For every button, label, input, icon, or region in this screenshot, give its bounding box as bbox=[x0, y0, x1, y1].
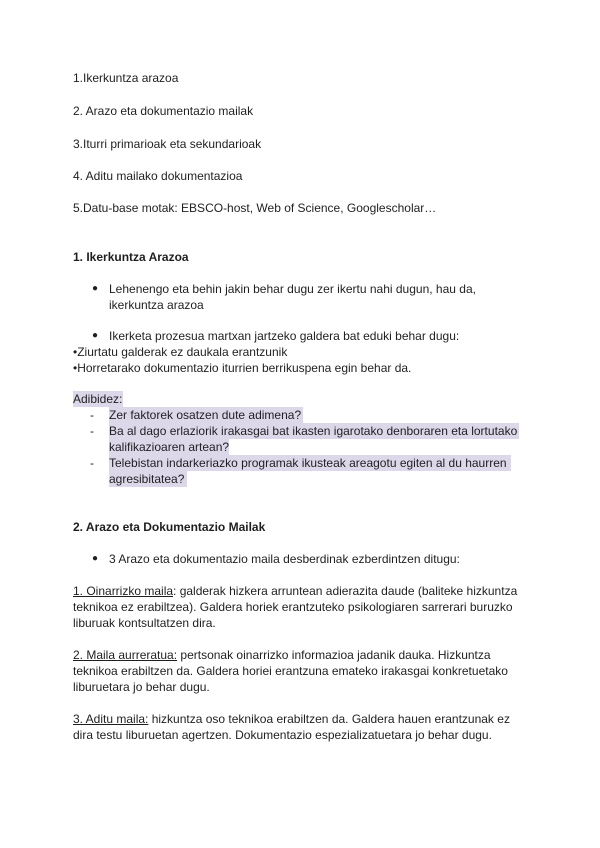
level2-line3: liburuetara jo behar dugu. bbox=[73, 680, 210, 694]
section2-heading: 2. Arazo eta Dokumentazio Mailak bbox=[73, 520, 266, 534]
section1-point1: •Ziurtatu galderak ez daukala erantzunik bbox=[73, 345, 288, 359]
section1-bullet1 bbox=[109, 281, 529, 313]
level1-label: 1. Oinarrizko maila bbox=[73, 584, 174, 598]
example2-line1: Ba al dago erlaziorik irakasgai bat ikasten igarotako denboraren eta lortutako bbox=[109, 424, 518, 438]
toc-item-1: 1.Ikerkuntza arazoa bbox=[73, 71, 179, 85]
bullet-icon: ● bbox=[92, 283, 99, 294]
toc-item-4: 4. Aditu mailako dokumentazioa bbox=[73, 169, 243, 183]
toc-item-2: 2. Arazo eta dokumentazio mailak bbox=[73, 104, 254, 118]
example3-line1: Telebistan indarkeriazko programak ikusteak areagotu egiten al du haurren bbox=[109, 456, 507, 470]
example3-line2: agresibitatea? bbox=[109, 472, 185, 486]
level1-line2: teknikoa ez erabiltzea). Galdera horiek erantzuteko psikologiaren sarrerari buruzko bbox=[73, 600, 513, 614]
level3-label: 3. Aditu maila: bbox=[73, 712, 149, 726]
level2-paragraph bbox=[73, 647, 533, 695]
level2-line2: teknikoa erabiltzen da. Galdera horiei erantzuna emateko irakasgai konkretuetako bbox=[73, 664, 508, 678]
section1-bullet1-line2: ikerkuntza arazoa bbox=[109, 298, 204, 312]
section1-bullet2: Ikerketa prozesua martxan jartzeko galdera bat eduki behar dugu: bbox=[109, 329, 460, 343]
bullet-icon: ● bbox=[92, 553, 99, 564]
toc-item-5: 5.Datu-base motak: EBSCO-host, Web of Science, Googlescholar… bbox=[73, 201, 437, 215]
level3-line1: hizkuntza oso teknikoa erabiltzen da. Galdera hauen erantzunak ez bbox=[148, 712, 510, 726]
section1-heading: 1. Ikerkuntza Arazoa bbox=[73, 250, 189, 264]
level2-line1: pertsonak oinarrizko informazioa jadanik dauka. Hizkuntza bbox=[177, 648, 491, 662]
example1-dash: - bbox=[90, 408, 94, 422]
example3-dash: - bbox=[90, 456, 94, 470]
level1-paragraph bbox=[73, 583, 533, 631]
example2-line2: kalifikazioaren artean? bbox=[109, 440, 230, 454]
example2-dash: - bbox=[90, 424, 94, 438]
section1-point2: •Horretarako dokumentazio iturrien berrikuspena egin behar da. bbox=[73, 361, 412, 375]
level1-line3: liburuak kontsultatzen dira. bbox=[73, 616, 216, 630]
level1-line1: : galderak hizkera arruntean adierazita daude (baliteke hizkuntza bbox=[173, 584, 518, 598]
level3-paragraph bbox=[73, 711, 533, 743]
example1-line1: Zer faktorek osatzen dute adimena? bbox=[109, 408, 302, 422]
level3-line2: dira testu liburuetan agertzen. Dokumentazio espezializatuetara jo behar dugu. bbox=[73, 728, 492, 742]
section1-bullet1-line1: Lehenengo eta behin jakin behar dugu zer ikertu nahi dugun, hau da, bbox=[109, 282, 476, 296]
section2-bullet: 3 Arazo eta dokumentazio maila desberdinak ezberdintzen ditugu: bbox=[109, 552, 460, 566]
bullet-icon: ● bbox=[92, 330, 99, 341]
level2-label: 2. Maila aurreratua: bbox=[73, 648, 178, 662]
toc-item-3: 3.Iturri primarioak eta sekundarioak bbox=[73, 137, 262, 151]
examples-label: Adibidez: bbox=[73, 392, 123, 406]
